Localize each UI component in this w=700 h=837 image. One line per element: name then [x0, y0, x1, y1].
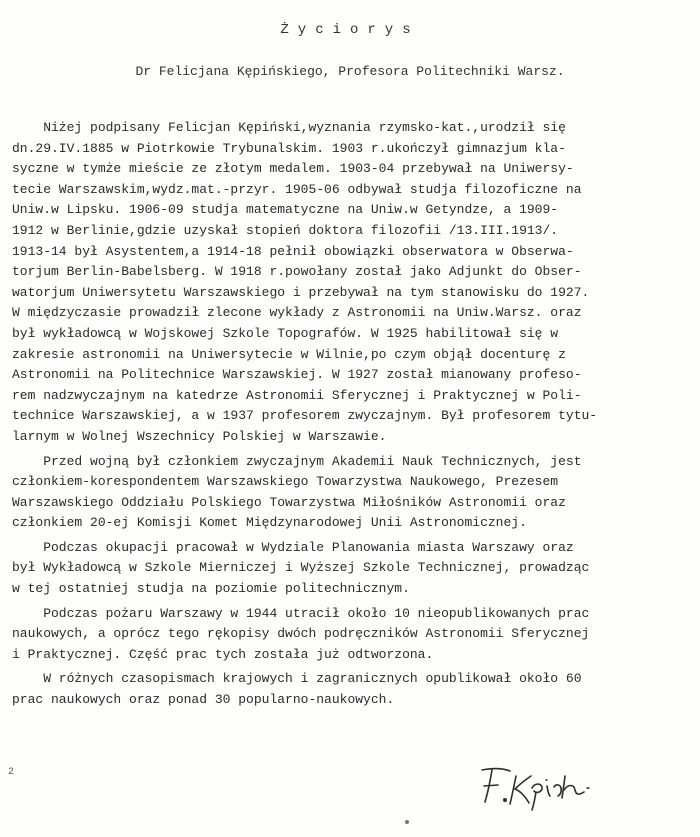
handwritten-signature	[468, 762, 628, 812]
text-line: dn.29.IV.1885 w Piotrkowie Trybunalskim. 1903 r.ukończył gimnazjum kla-	[12, 140, 566, 156]
text-line: watorjum Uniwersytetu Warszawskiego i przebywał na tym stanowisku do 1927.	[12, 284, 590, 300]
text-line: w tej ostatniej studja na poziomie politechnicznym.	[12, 581, 410, 597]
text-line: był Wykładowcą w Szkole Mierniczej i Wyższej Szkole Technicznej, prowadząc	[12, 560, 590, 576]
text-line: Podczas okupacji pracował w Wydziale Planowania miasta Warszawy oraz	[12, 539, 574, 555]
text-line: Uniw.w Lipsku. 1906-09 studja matematyczne na Uniw.w Getyndze, a 1909-	[12, 202, 559, 218]
text-line: Niżej podpisany Felicjan Kępiński,wyznania rzymsko-kat.,urodził się	[12, 120, 566, 135]
text-line: Przed wojną był członkiem zwyczajnym Akademii Nauk Technicznych, jest	[12, 453, 582, 469]
text-line: i Praktycznej. Część prac tych została już odtworzona.	[12, 646, 434, 662]
page-dot	[405, 820, 409, 824]
text-line: naukowych, a oprócz tego rękopisy dwóch podręczników Astronomii Sferycznej	[12, 626, 590, 642]
margin-mark: 2	[8, 767, 15, 778]
text-line: torjum Berlin-Babelsberg. W 1918 r.powołany został jako Adjunkt do Obser-	[12, 264, 582, 280]
paragraph	[12, 669, 700, 710]
text-line: Warszawskiego Oddziału Polskiego Towarzystwa Miłośników Astronomii oraz	[12, 494, 566, 510]
text-line: Podczas pożaru Warszawy w 1944 utracił około 10 nieopublikowanych prac	[12, 605, 590, 621]
document-subtitle: Dr Felicjana Kępińskiego, Profesora Politechniki Warsz.	[135, 64, 565, 79]
text-line: rem nadzwyczajnym na katedrze Astronomii Sferycznej i Praktycznej w Poli-	[12, 387, 582, 403]
text-line: larnym w Wolnej Wszechnicy Polskiej w Warszawie.	[12, 428, 387, 444]
document-title: Życiorys	[280, 22, 420, 38]
text-line: syczne w tymże mieście ze złotym medalem. 1903-04 przebywał na Uniwersy-	[12, 161, 574, 177]
document-body	[12, 118, 700, 711]
paragraph	[12, 118, 700, 448]
text-line: 1912 w Berlinie,gdzie uzyskał stopień doktora filozofii /13.III.1913/.	[12, 222, 559, 238]
text-line: członkiem 20-ej Komisji Komet Międzynarodowej Unii Astronomicznej.	[12, 515, 527, 531]
text-line: członkiem-korespondentem Warszawskiego Towarzystwa Naukowego, Prezesem	[12, 474, 559, 490]
text-line: prac naukowych oraz ponad 30 popularno-naukowych.	[12, 692, 395, 708]
paragraph	[12, 538, 700, 600]
text-line: technice Warszawskiej, a w 1937 profesorem zwyczajnym. Był profesorem tytu-	[12, 408, 598, 424]
text-line: tecie Warszawskim,wydz.mat.-przyr. 1905-06 odbywał studja filozoficzne na	[12, 181, 582, 197]
text-line: 1913-14 był Asystentem,a 1914-18 pełnił obowiązki obserwatora w Obserwa-	[12, 243, 574, 259]
paragraph	[12, 604, 700, 666]
text-line: W różnych czasopismach krajowych i zagranicznych opublikował około 60	[12, 671, 582, 687]
paragraph	[12, 452, 700, 534]
text-line: był wykładowcą w Wojskowej Szkole Topografów. W 1925 habilitował się w	[12, 325, 559, 341]
text-line: zakresie astronomii na Uniwersytecie w Wilnie,po czym objął docenturę z	[12, 346, 566, 362]
text-line: W międzyczasie prowadził zlecone wykłady z Astronomii na Uniw.Warsz. oraz	[12, 305, 582, 321]
text-line: Astronomii na Politechnice Warszawskiej. W 1927 został mianowany profeso-	[12, 367, 582, 383]
